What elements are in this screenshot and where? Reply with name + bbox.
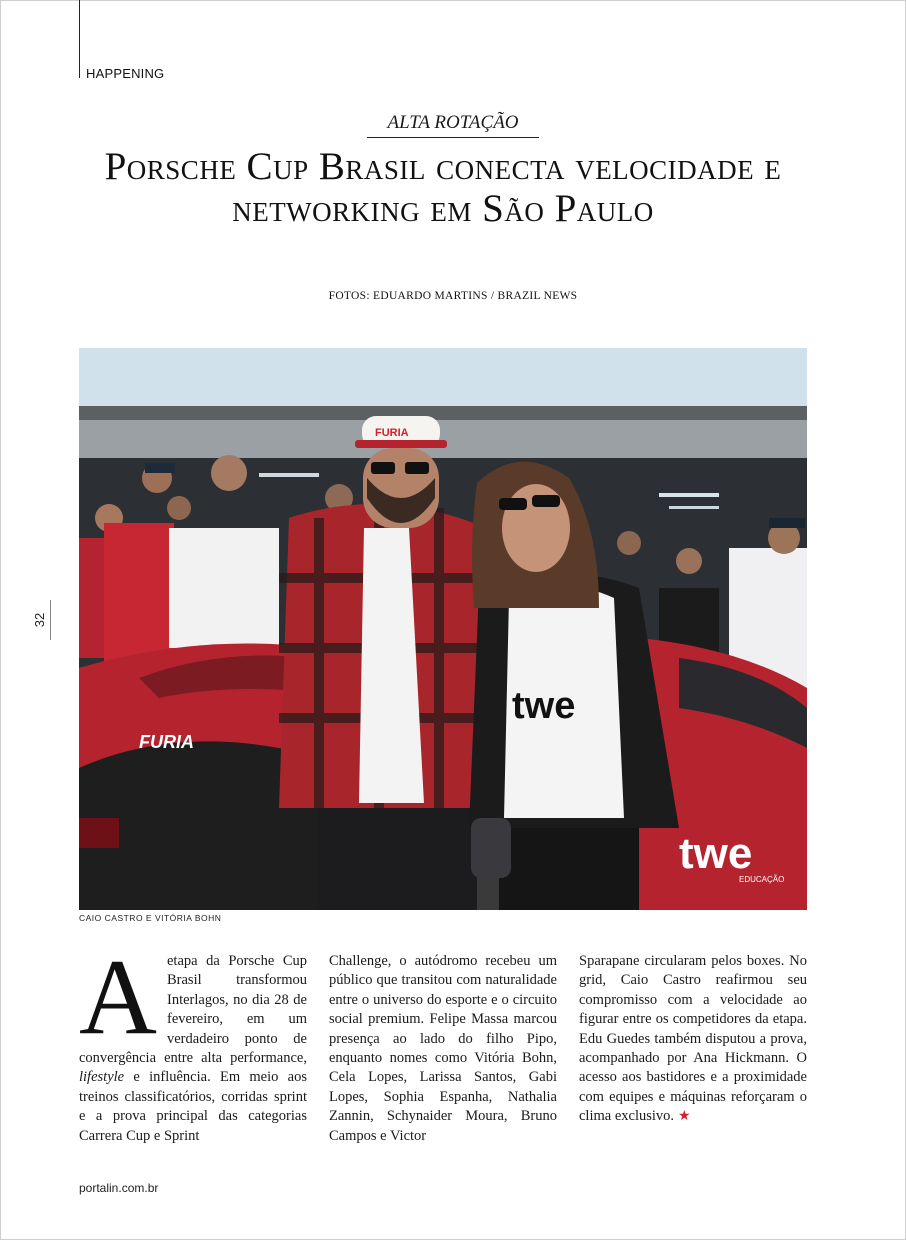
photo-hoodie-brand: twe <box>512 685 576 727</box>
photo-caption: CAIO CASTRO E VITÓRIA BOHN <box>79 913 222 923</box>
photo-cap-text: FURIA <box>375 427 409 439</box>
article-column-1 <box>79 938 307 1146</box>
page-number-rule <box>50 600 51 640</box>
footer-url[interactable]: portalin.com.br <box>79 1181 159 1195</box>
kicker-text: ALTA ROTAÇÃO <box>367 112 538 138</box>
photo-car-brand: twe <box>679 829 753 878</box>
photo-car-furia: FURIA <box>139 732 194 752</box>
event-photo <box>79 348 807 910</box>
photo-car-brand-sub: EDUCAÇÃO <box>739 875 785 884</box>
drop-cap: A <box>79 938 157 1057</box>
page-number: 32 <box>31 612 47 628</box>
article-paragraph: etapa da Porsche Cup Brasil transformou Interlagos, no dia 28 de fevereiro, em um verdadeiro ponto de convergência entre alta performance, lifestyle e influência. Em meio aos treinos classificatórios, corridas sprint e a prova principal das categorias Carrera Cup e Sprint <box>79 953 307 1144</box>
article-column-2 <box>329 952 557 1146</box>
article-paragraph: Sparapane circularam pelos boxes. No grid, Caio Castro reafirmou seu compromisso com a velocidade ao figurar entre os competidores da etapa. Edu Guedes também disputou a prova, acompanhado por Ana Hickmann. O acesso aos bastidores e a proximidade com equipes e máquinas reforçaram o clima exclusivo. ★ <box>579 953 807 1125</box>
section-label: HAPPENING <box>86 66 165 81</box>
end-mark-star-icon: ★ <box>678 1109 691 1125</box>
article-column-3 <box>579 952 807 1127</box>
headline: Porsche Cup Brasil conecta velocidade e networking em São Paulo <box>104 145 782 230</box>
section-rule <box>79 0 80 78</box>
photo-credit: FOTOS: EDUARDO MARTINS / BRAZIL NEWS <box>328 290 578 302</box>
article-paragraph: Challenge, o autódromo recebeu um público que transitou com naturalidade entre o universo do esporte e o circuito social premium. Felipe Massa marcou presença ao lado do filho Pipo, enquanto nomes como Vitória Bohn, Cela Lopes, Larissa Santos, Gabi Lopes, Sophia Espanha, Nathalia Zannin, Schynaider Moura, Bruno Campos e Victor <box>329 953 557 1144</box>
kicker <box>0 112 906 138</box>
